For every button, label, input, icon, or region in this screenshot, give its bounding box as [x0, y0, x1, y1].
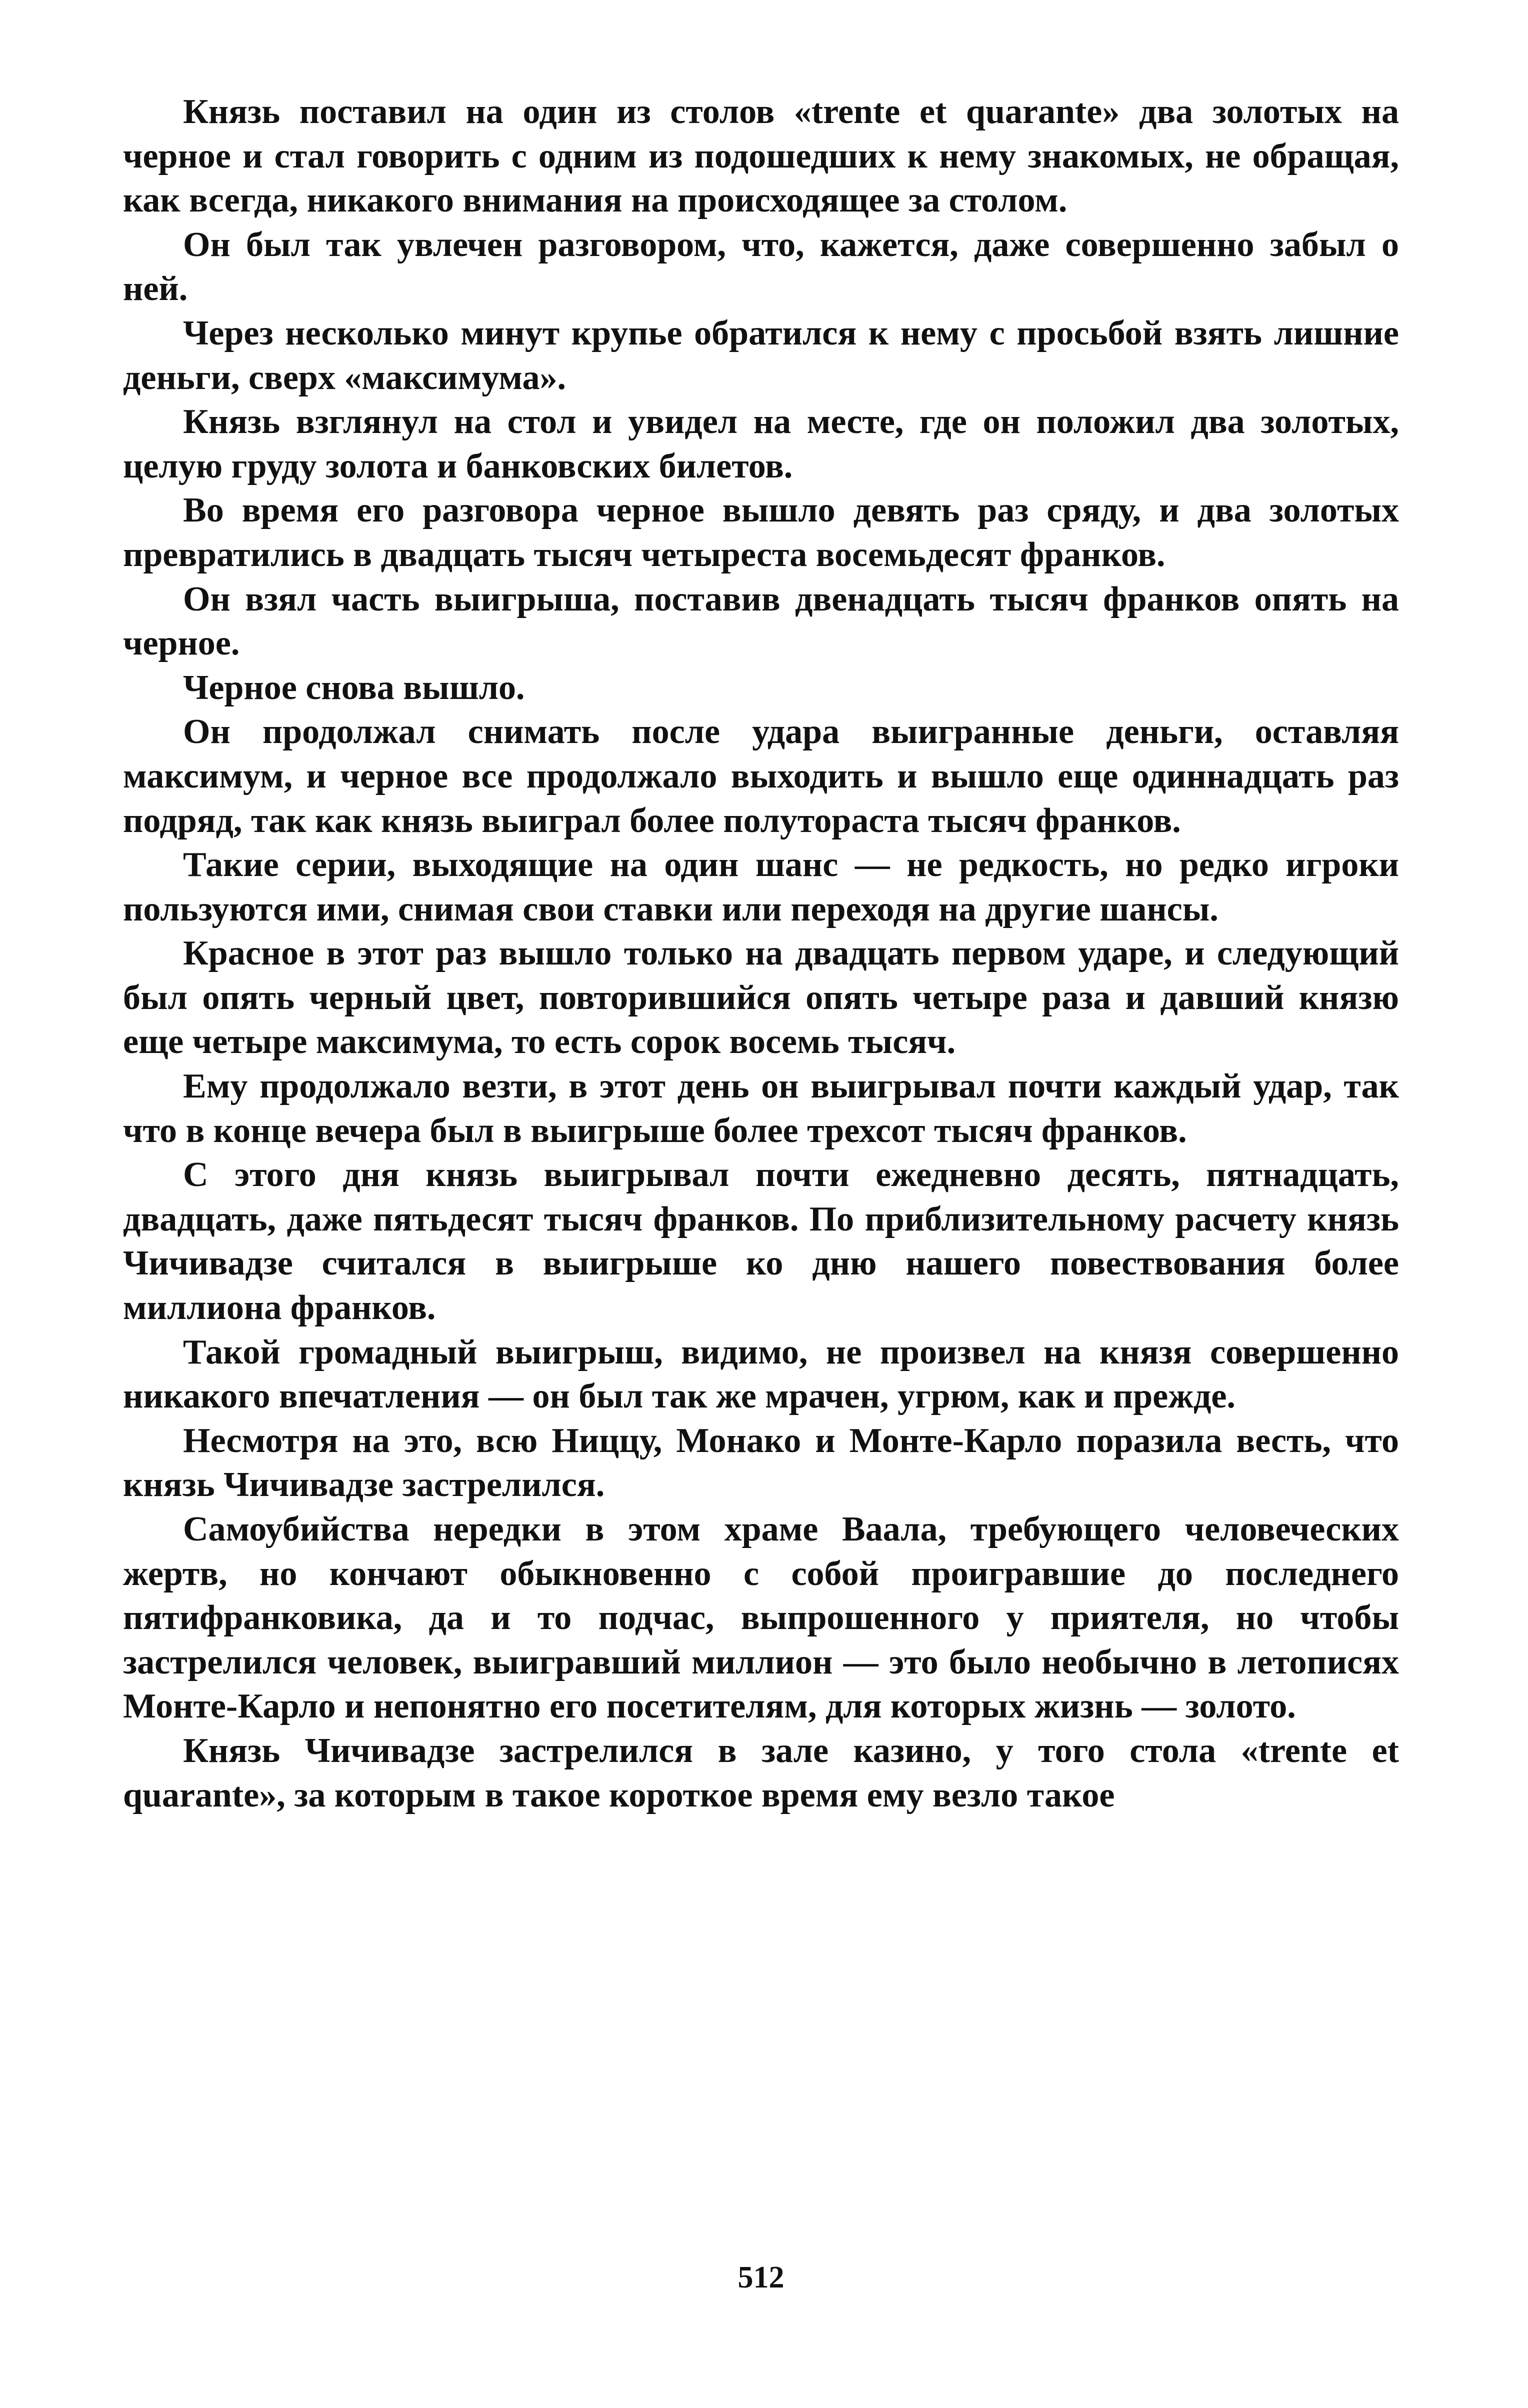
- paragraph-1: Князь поставил на один из столов «trente et quarante» два золотых на черное и стал говорить с одним из подошедших к нему знакомых, не обращая, как всегда, никакого внимания на происходящее за столом.: [123, 92, 1399, 220]
- book-page: [123, 90, 1399, 2350]
- paragraph-11: Ему продолжало везти, в этот день он выигрывал почти каждый удар, так что в конце вечера был в выигрыше более трехсот тысяч франков.: [123, 1067, 1399, 1150]
- page-number: 512: [738, 2260, 784, 2294]
- paragraph-9: Такие серии, выходящие на один шанс — не редкость, но редко игроки пользуются ими, снимая свои ставки или переходя на другие шансы.: [123, 846, 1399, 928]
- paragraph-4: Князь взглянул на стол и увидел на месте, где он положил два золотых, целую груду золота и банковских билетов.: [123, 402, 1399, 486]
- paragraph-15: Самоубийства нередки в этом храме Ваала, требующего человеческих жертв, но кончают обыкновенно с собой проигравшие до последнего пятифранковика, да и то подчас, выпрошенного у приятеля, но чтобы застрелился человек, выигравший миллион — это было необычно в летописях Монте-Карло и непонятно его посетителям, для которых жизнь — золото.: [123, 1510, 1399, 1726]
- paragraph-16: Князь Чичивадзе застрелился в зале казино, у того стола «trente et quarante», за которым в такое короткое время ему везло такое: [123, 1731, 1399, 1814]
- paragraph-8: Он продолжал снимать после удара выигранные деньги, оставляя максимум, и черное все продолжало выходить и вышло еще одиннадцать раз подряд, так как князь выиграл более полутораста тысяч франков.: [123, 712, 1399, 840]
- body-text: [123, 90, 1399, 1818]
- paragraph-14: Несмотря на это, всю Ниццу, Монако и Монте-Карло поразила весть, что князь Чичивадзе застрелился.: [123, 1421, 1399, 1504]
- paragraph-5: Во время его разговора черное вышло девять раз сряду, и два золотых превратились в двадцать тысяч четыреста восемьдесят франков.: [123, 491, 1399, 574]
- paragraph-2: Он был так увлечен разговором, что, кажется, даже совершенно забыл о ней.: [123, 225, 1399, 308]
- paragraph-13: Такой громадный выигрыш, видимо, не произвел на князя совершенно никакого впечатления — он был так же мрачен, угрюм, как и прежде.: [123, 1332, 1399, 1416]
- paragraph-12: С этого дня князь выигрывал почти ежедневно десять, пятнадцать, двадцать, даже пятьдесят тысяч франков. По приблизительному расчету князь Чичивадзе считался в выигрыше ко дню нашего повествования более миллиона франков.: [123, 1156, 1399, 1328]
- paragraph-7: Черное снова вышло.: [183, 668, 525, 707]
- paragraph-3: Через несколько минут крупье обратился к нему с просьбой взять лишние деньги, сверх «максимума».: [123, 314, 1399, 397]
- paragraph-6: Он взял часть выигрыша, поставив двенадцать тысяч франков опять на черное.: [123, 580, 1399, 663]
- paragraph-10: Красное в этот раз вышло только на двадцать первом ударе, и следующий был опять черный цвет, повторившийся опять четыре раза и давший князю еще четыре максимума, то есть сорок восемь тысяч.: [123, 934, 1399, 1062]
